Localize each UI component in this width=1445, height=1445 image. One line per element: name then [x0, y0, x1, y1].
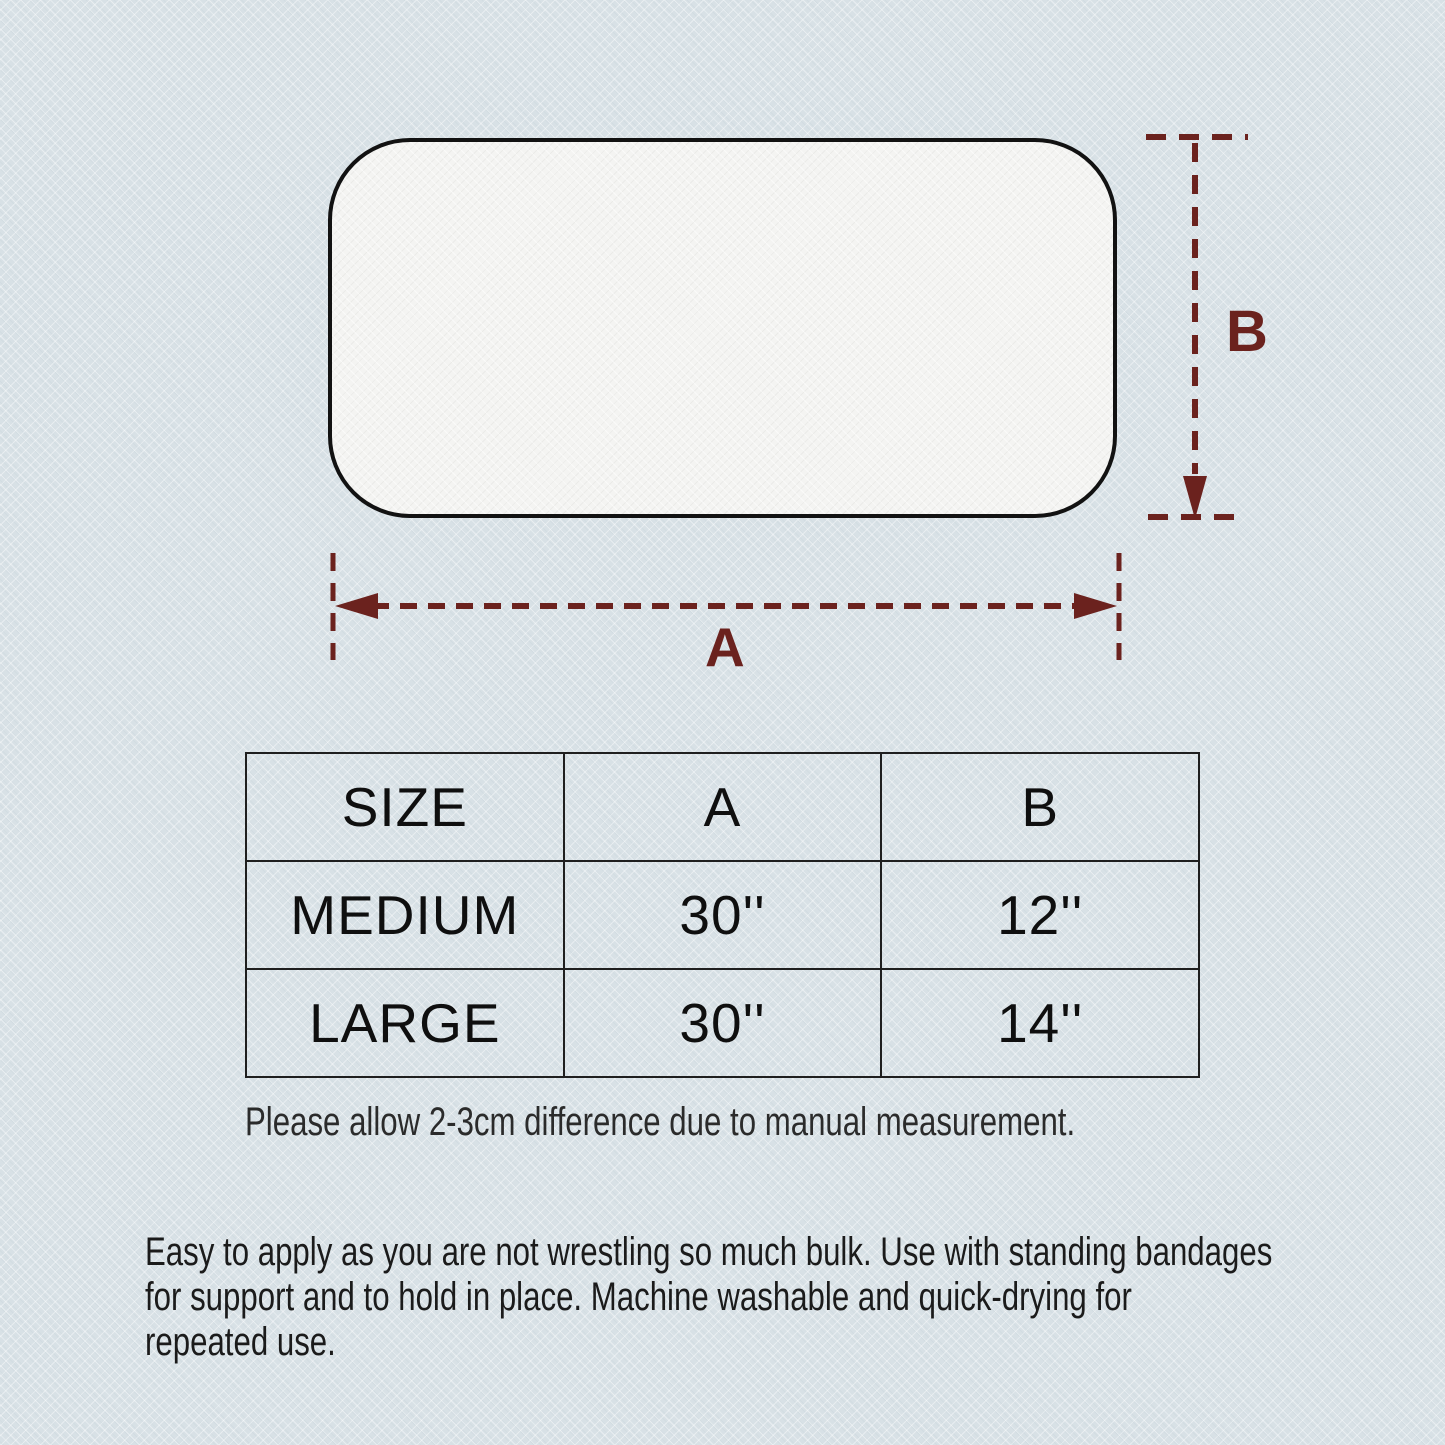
size-table-header-a: A: [564, 753, 882, 861]
b-down-arrowhead: [1183, 476, 1207, 519]
description-line-2: for support and to hold in place. Machine washable and quick-drying for: [145, 1275, 1132, 1319]
size-table-header-size: SIZE: [246, 753, 564, 861]
measurement-note: Please allow 2-3cm difference due to manual measurement.: [245, 1100, 1076, 1144]
size-table-row-medium: [246, 861, 1199, 969]
a-left-arrowhead: [335, 593, 378, 619]
cell-large-b: 14'': [881, 969, 1199, 1077]
a-right-arrowhead: [1074, 593, 1117, 619]
size-table-header-row: [246, 753, 1199, 861]
cell-medium-b: 12'': [881, 861, 1199, 969]
cell-medium-a: 30'': [564, 861, 882, 969]
dimension-label-b: B: [1226, 299, 1268, 364]
description-line-1: Easy to apply as you are not wrestling so much bulk. Use with standing bandages: [145, 1230, 1273, 1274]
description-line-3: repeated use.: [145, 1320, 336, 1364]
product-description: [145, 1230, 1272, 1365]
size-table: [245, 752, 1200, 1078]
cell-medium-size: MEDIUM: [246, 861, 564, 969]
size-table-header-b: B: [881, 753, 1199, 861]
size-table-row-large: [246, 969, 1199, 1077]
dimension-label-a: A: [705, 616, 745, 678]
cell-large-size: LARGE: [246, 969, 564, 1077]
cell-large-a: 30'': [564, 969, 882, 1077]
